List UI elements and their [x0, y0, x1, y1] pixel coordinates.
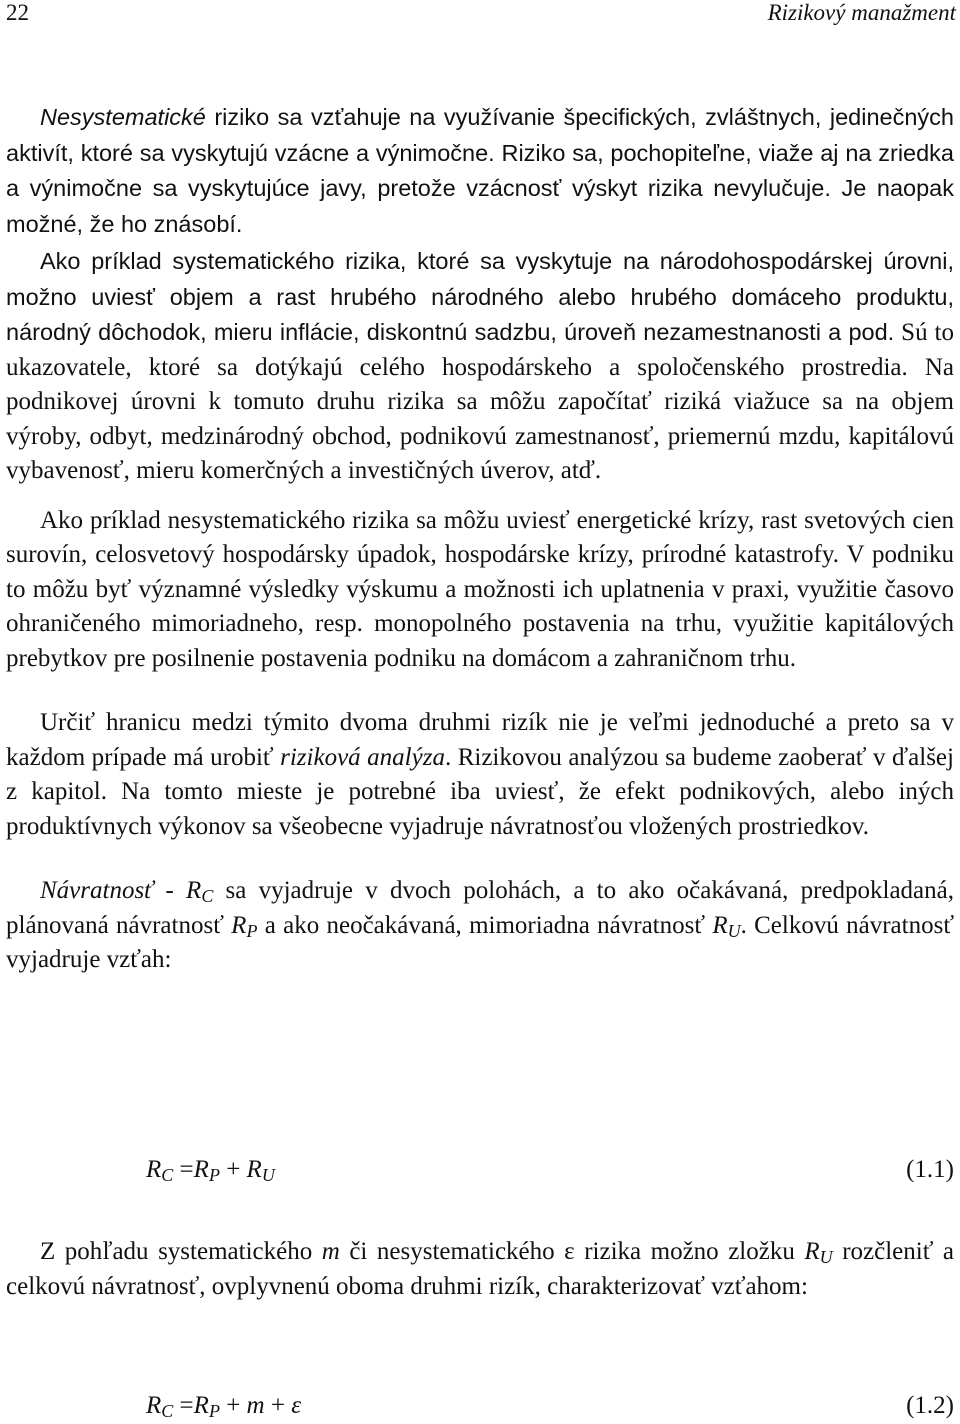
paragraph-nonsystematic-risk: Nesystematické riziko sa vzťahuje na využívanie špecifických, zvláštnych, jedinečných aktivít, ktoré sa vyskytujú vzácne a výnimočne. Riziko sa, pochopiteľne, viaže aj na zriedka a výnimočne sa vyskytujúce javy, pretože vzácnosť výskyt rizika nevylučuje. Je naopak možné, že ho znásobí. [6, 104, 954, 237]
equation-1-1-number: (1.1) [906, 1156, 954, 1183]
running-title: Rizikový manažment [767, 0, 956, 25]
equation-1-2-formula: $R_C =R_P + m + \varepsilon$ [146, 1392, 302, 1421]
paragraph-systematic-example: Ako príklad systematického rizika, ktoré sa vyskytuje na národohospodárskej úrovni, možno uviesť objem a rast hrubého národného alebo hrubého domáceho produktu, národný dôchodok, mieru inflácie, diskontnú sadzbu, úroveň nezamestnanosti a pod. Sú to ukazovatele, ktoré sa dotýkajú celého hospodárskeho a spoločenského prostredia. Na podnikovej úrovni k tomuto druhu rizika sa môžu započítať riziká viažuce sa na objem výroby, odbyt, medzinárodný obchod, podnikovú zamestnanosť, priemernú mzdu, kapitálovú vybavenosť, mieru komerčných a investičných úverov, atď. [6, 248, 954, 484]
page-number: 22 [6, 0, 29, 25]
text-block-2 [6, 1235, 954, 1304]
paragraph-nonsystematic-example: Ako príklad nesystematického rizika sa môžu uviesť energetické krízy, rast svetových cien surovín, celosvetový hospodársky úpadok, hospodárske krízy, prírodné katastrofy. V podniku to môžu byť významné výsledky výskumu a možnosti ich uplatnenia v praxi, využitie časovo ohraničeného mimoriadneho, resp. monopolného postavenia na trhu, využitie kapitálových prebytkov pre posilnenie postavenia podniku na domácom a zahraničnom trhu. [6, 506, 954, 672]
text-block-1 [6, 100, 954, 978]
term-rizikova-analyza: riziková analýza [280, 743, 445, 771]
term-nesystematicke: Nesystematické [40, 104, 206, 130]
paragraph-risk-analysis: Určiť hranicu medzi týmito dvoma druhmi rizík nie je veľmi jednoduché a preto sa v každom prípade má urobiť riziková analýza. Rizikovou analýzou sa budeme zaoberať v ďalšej z kapitol. Na tomto mieste je potrebné iba uviesť, že efekt podnikových, alebo iných produktívnych výkonov sa všeobecne vyjadruje návratnosťou vložených prostriedkov. [6, 709, 954, 840]
equation-1-1-formula: $R_C =R_P + R_U$ [146, 1156, 275, 1185]
equation-1-1 [6, 1152, 954, 1188]
page-header [6, 0, 956, 30]
equation-1-2-number: (1.2) [906, 1392, 954, 1419]
equation-1-2 [6, 1388, 954, 1424]
paragraph-decomposition: Z pohľadu systematického m či nesystematického ε rizika možno zložku $R_U$ rozčleniť a celkovú návratnosť, ovplyvnenú oboma druhmi rizík, charakterizovať vzťahom: [6, 1238, 955, 1300]
term-navratnost: Návratnosť [40, 877, 154, 904]
paragraph-navratnost: Návratnosť - $R_C$ sa vyjadruje v dvoch polohách, a to ako očakávaná, predpokladaná, plánovaná návratnosť $R_P$ a ako neočakávaná, mimoriadna návratnosť $R_U$. Celkovú návratnosť vyjadruje vzťah: [6, 877, 955, 973]
